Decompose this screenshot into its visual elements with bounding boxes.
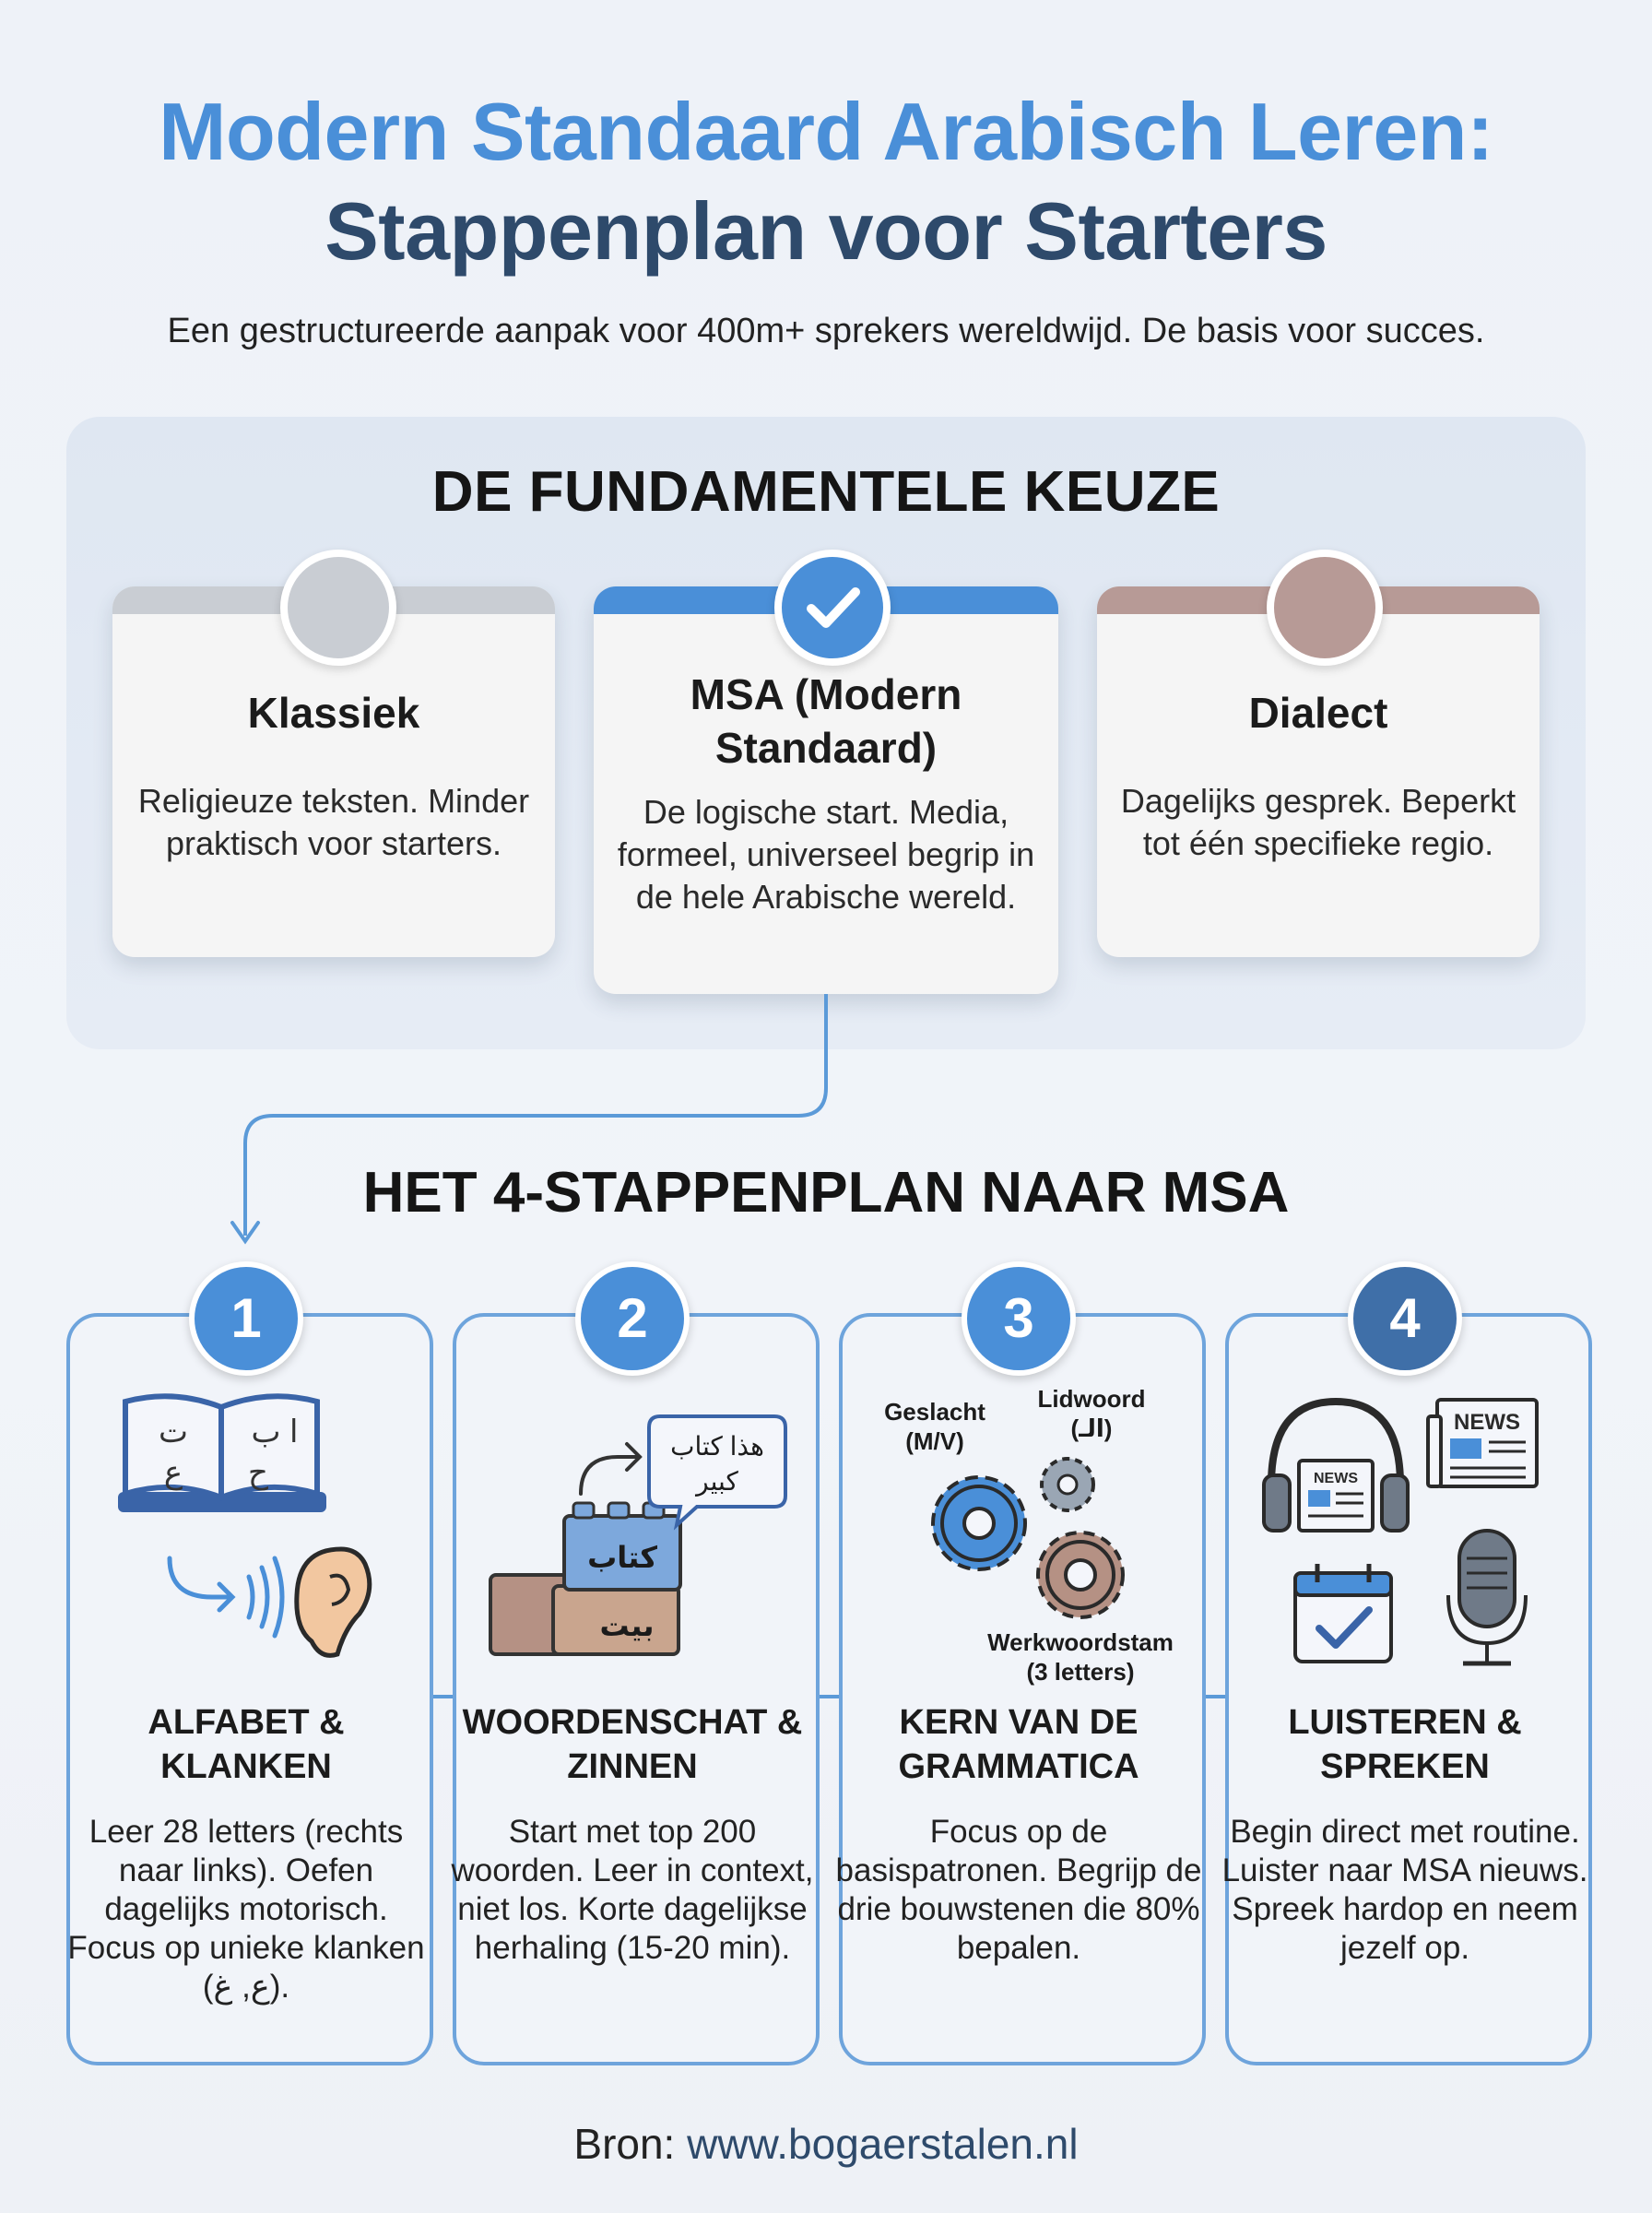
- gear-label-root-sub: (3 letters): [1026, 1658, 1135, 1686]
- step-number-3: 3: [962, 1261, 1076, 1376]
- step-title-1: ALFABET & KLANKEN: [148, 1703, 345, 1786]
- book-ear-icon: [103, 1383, 389, 1678]
- step-text-4: Begin direct met routine. Luister naar MSA nieuws. Spreek hardop en neem jezelf op.: [1221, 1814, 1588, 1966]
- card-text: De logische start. Media, formeel, universeel begrip in de hele Arabische wereld.: [617, 793, 1035, 916]
- step-title-3: KERN VAN DE GRAMMATICA: [898, 1703, 1139, 1786]
- step-title-4: LUISTEREN & SPREKEN: [1288, 1703, 1522, 1786]
- block-top-word: كتاب: [587, 1541, 657, 1574]
- plan-heading: HET 4-STAPPENPLAN NAAR MSA: [362, 1161, 1290, 1225]
- headphones-mic-icon: [1258, 1392, 1553, 1678]
- speech-line-1: هذا كتاب: [670, 1432, 764, 1461]
- card-title: Klassiek: [247, 689, 420, 737]
- gear-label-article-sub: (الـ): [1070, 1414, 1113, 1442]
- card-text: Dagelijks gesprek. Beperkt tot één specifieke regio.: [1120, 782, 1516, 862]
- card-title: MSA (Modern Standaard): [690, 670, 962, 772]
- gear-grey-icon: [1042, 1459, 1093, 1510]
- page-title-line1: Modern Standaard Arabisch Leren:: [159, 86, 1493, 177]
- gear-label-article: Lidwoord: [1037, 1385, 1146, 1413]
- gear-blue-icon: [933, 1477, 1025, 1569]
- speech-line-2: كبير: [696, 1467, 738, 1496]
- news-label-large: NEWS: [1454, 1410, 1520, 1435]
- book-letters-3: ح: [248, 1455, 268, 1490]
- step-text-3: Focus op de basispatronen. Begrijp de drie bouwstenen die 80% bepalen.: [835, 1814, 1202, 1966]
- book-letters-2: ت: [158, 1414, 189, 1450]
- source-link[interactable]: www.bogaerstalen.nl: [687, 2120, 1079, 2168]
- headphones-icon: [1264, 1402, 1408, 1531]
- gear-label-gender: Geslacht: [884, 1398, 985, 1426]
- book-letters-4: ع: [163, 1455, 183, 1490]
- step-text-1: Leer 28 letters (rechts naar links). Oefen dagelijks motorisch. Focus op unieke klanken (ع, غ).: [67, 1814, 425, 2005]
- card-text: Religieuze teksten. Minder praktisch voor starters.: [137, 782, 530, 862]
- page-title-line2: Stappenplan voor Starters: [324, 185, 1328, 277]
- gear-label-gender-sub: (M/V): [905, 1427, 964, 1455]
- step-title-2: WOORDENSCHAT & ZINNEN: [462, 1703, 803, 1786]
- microphone-icon: [1448, 1531, 1526, 1663]
- source-label: Bron:: [573, 2120, 676, 2168]
- page-subtitle: Een gestructureerde aanpak voor 400m+ sprekers wereldwijd. De basis voor succes.: [167, 312, 1485, 350]
- step-number-4: 4: [1348, 1261, 1462, 1376]
- step-text-2: Start met top 200 woorden. Leer in context, niet los. Korte dagelijkse herhaling (15-20 min).: [451, 1814, 814, 1966]
- card-title: Dialect: [1248, 689, 1388, 737]
- choice-heading: DE FUNDAMENTELE KEUZE: [431, 460, 1221, 524]
- news-label-small: NEWS: [1314, 1471, 1358, 1486]
- book-letters-1: ا ب: [251, 1414, 299, 1450]
- step-number-2: 2: [575, 1261, 690, 1376]
- gear-label-root: Werkwoordstam: [987, 1628, 1174, 1656]
- step-number-1: 1: [189, 1261, 303, 1376]
- newspaper-icon: [1428, 1400, 1537, 1486]
- gears-icon: [857, 1383, 1180, 1687]
- calendar-icon: [1295, 1564, 1391, 1662]
- blocks-speech-icon: [479, 1402, 793, 1669]
- gear-brown-icon: [1038, 1533, 1123, 1617]
- footer-source: [0, 2119, 1652, 2169]
- block-bottom-word: بيت: [599, 1609, 655, 1642]
